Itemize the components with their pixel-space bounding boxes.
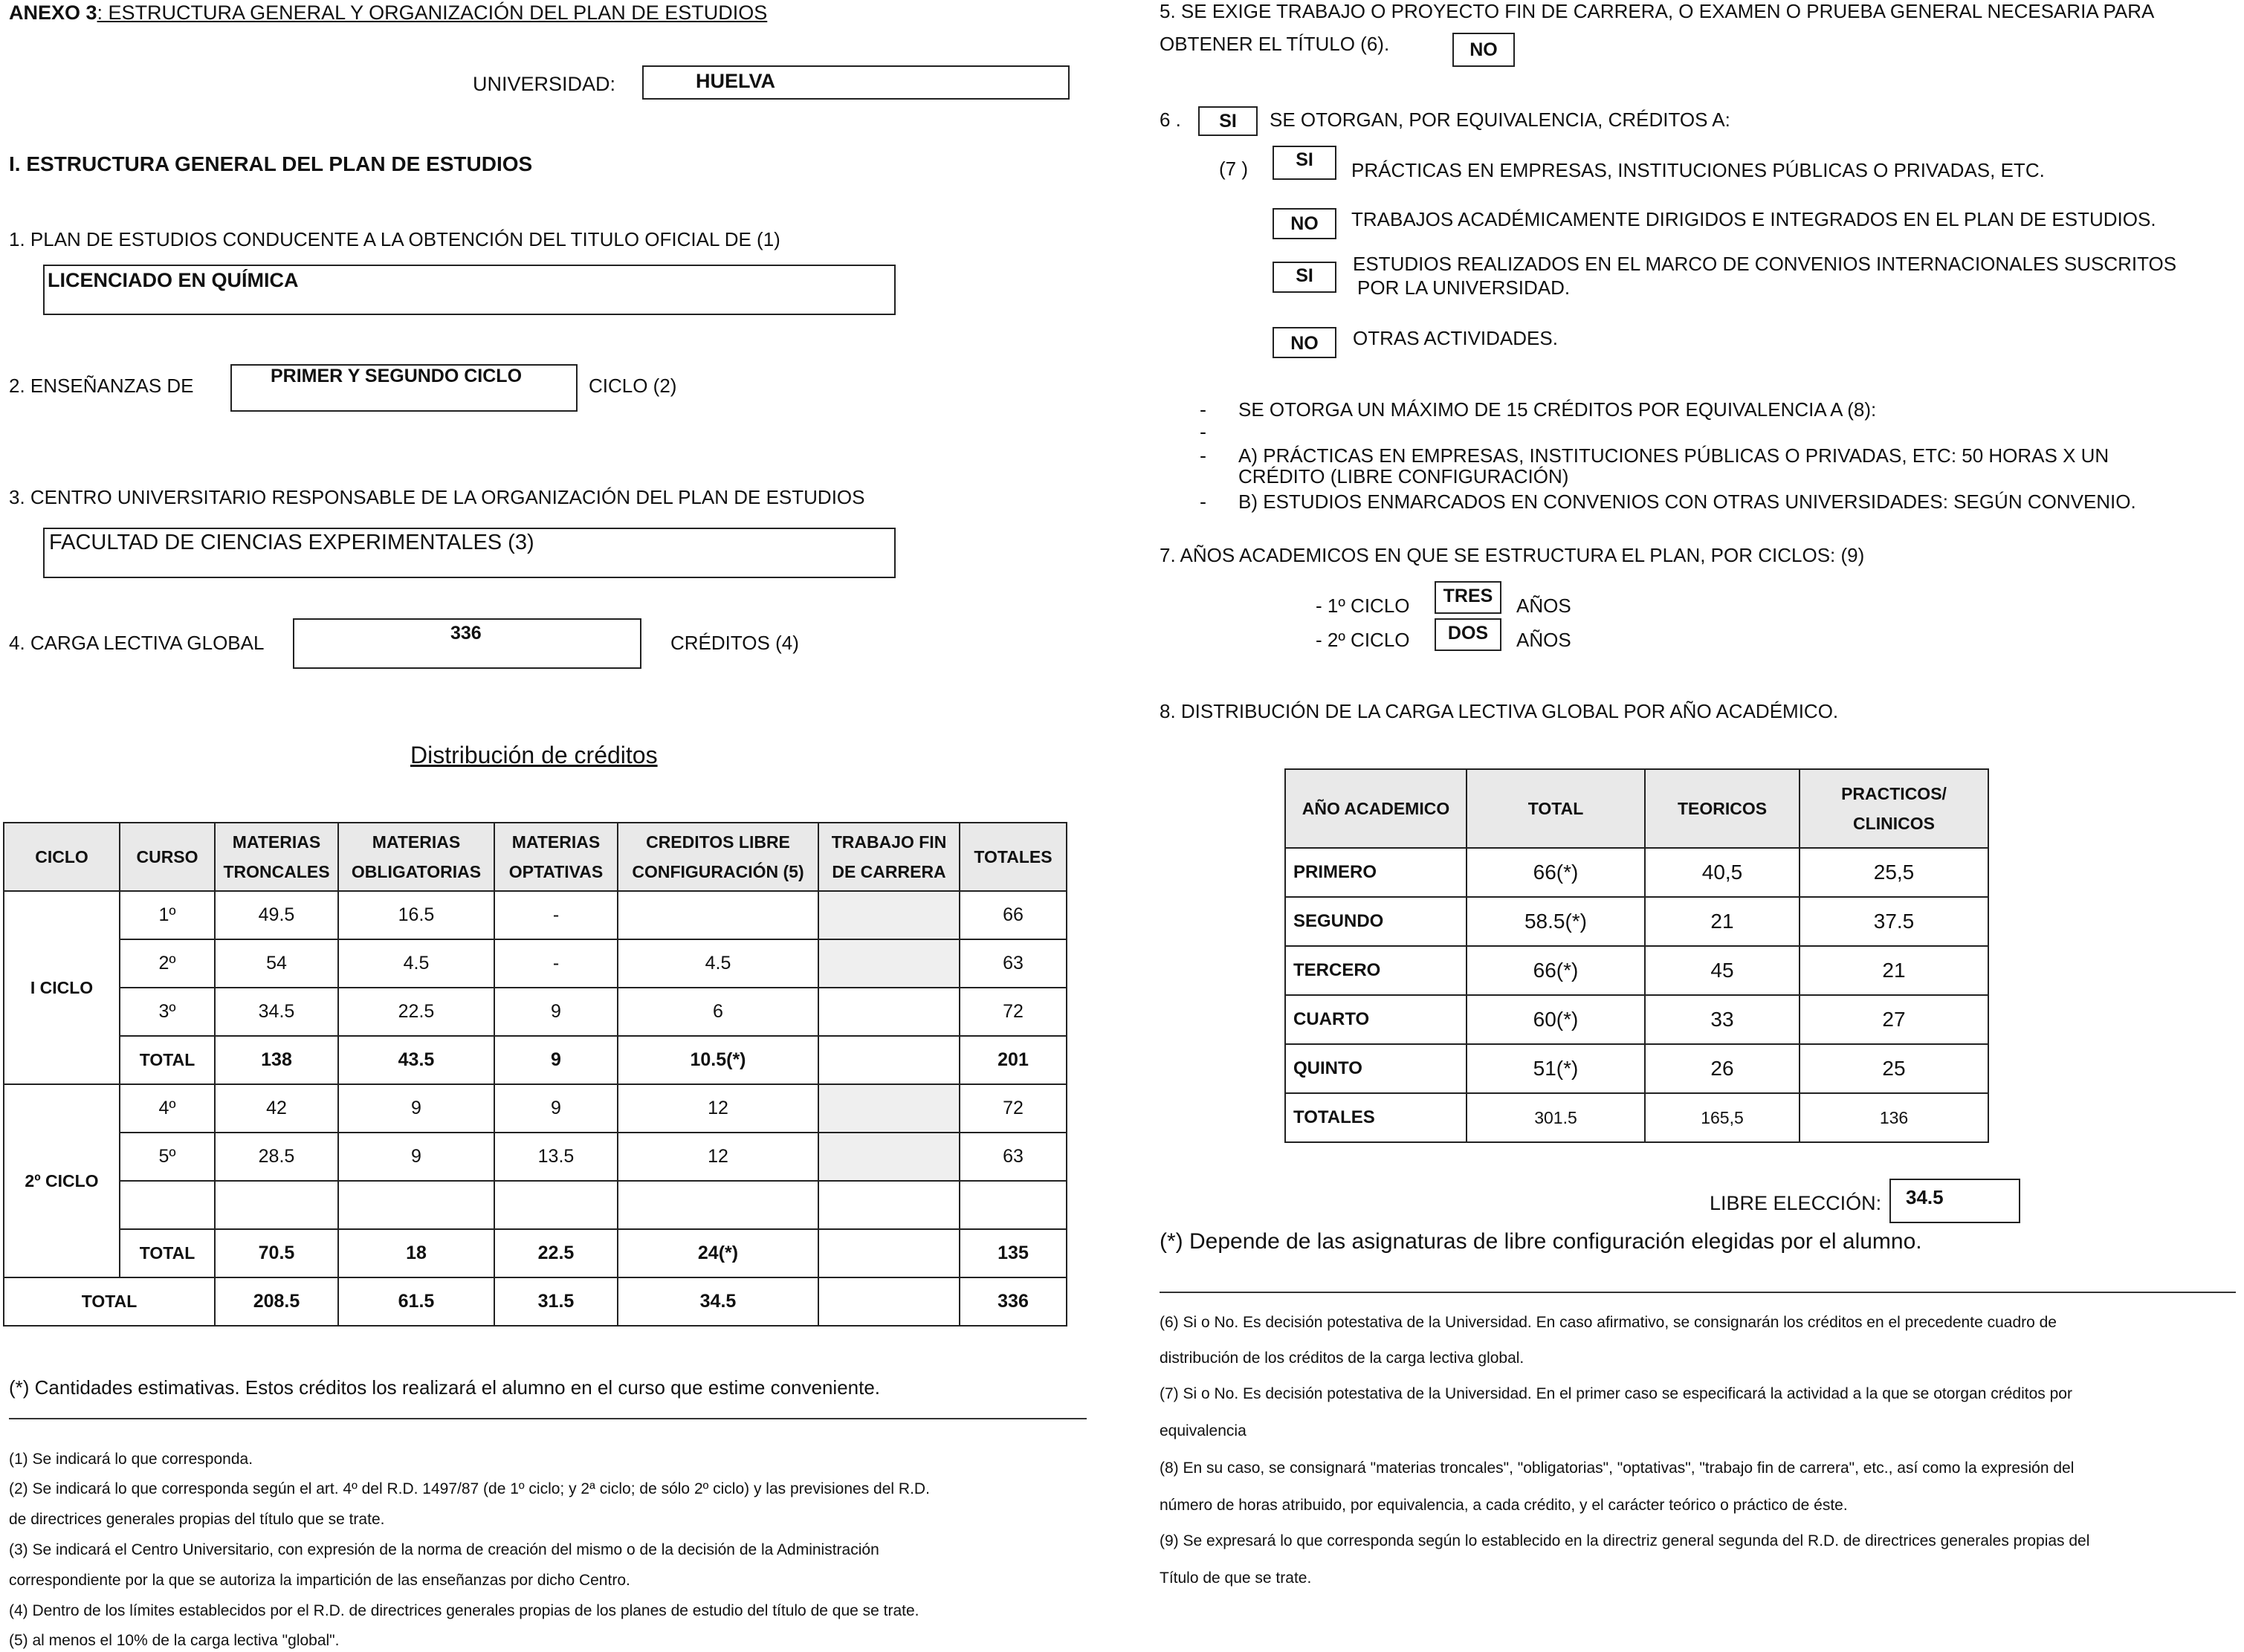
section-title: I. ESTRUCTURA GENERAL DEL PLAN DE ESTUDIOS: [9, 152, 533, 175]
dist-title: Distribución de créditos: [410, 742, 658, 768]
header-troncales-l1: MATERIAS: [232, 832, 321, 852]
item4-value: 336: [450, 623, 482, 644]
cell-trabajo: [818, 939, 960, 988]
opt-otras-value: NO: [1273, 327, 1336, 358]
cell-practicos: 25: [1800, 1044, 1988, 1093]
item2-field: [230, 364, 578, 412]
cell-optativas: 13.5: [494, 1133, 618, 1181]
credits-distribution-table: [3, 822, 1067, 1327]
table-row-empty: [4, 1181, 1067, 1229]
cell-optativas: 31.5: [494, 1277, 618, 1326]
table-row: [1285, 995, 1988, 1044]
cell-optativas: -: [494, 891, 618, 939]
cell-trabajo: [818, 988, 960, 1036]
cell-libre: 6: [618, 988, 818, 1036]
table-row: [4, 1084, 1067, 1133]
cell-practicos: 136: [1800, 1093, 1988, 1142]
item8-label: 8. DISTRIBUCIÓN DE LA CARGA LECTIVA GLOBAL POR AÑO ACADÉMICO.: [1160, 700, 1839, 722]
cell-optativas: -: [494, 939, 618, 988]
libre-eleccion-label: LIBRE ELECCIÓN:: [1710, 1192, 1882, 1214]
estimativas-note: (*) Cantidades estimativas. Estos créditos los realizará el alumno en el curso que estime conveniente.: [9, 1376, 881, 1399]
opt-conv-label2: POR LA UNIVERSIDAD.: [1357, 276, 1571, 299]
cell-troncales: 34.5: [215, 988, 338, 1036]
header-trabajo-l2: DE CARRERA: [832, 862, 946, 881]
cell-anio: CUARTO: [1285, 995, 1467, 1044]
footnote: (4) Dentro de los límites establecidos por el R.D. de directrices generales propias de los planes de estudio del título de que se trate.: [9, 1602, 919, 1619]
cell-obligatorias: 9: [338, 1133, 494, 1181]
cell-libre: 34.5: [618, 1277, 818, 1326]
universidad-field: [642, 65, 1070, 100]
header-libre: [618, 823, 818, 891]
cell-practicos: 37.5: [1800, 897, 1988, 946]
header-totales: TOTALES: [960, 823, 1067, 891]
cell-optativas: 9: [494, 988, 618, 1036]
item2-label: 2. ENSEÑANZAS DE: [9, 375, 194, 397]
item4-field: [293, 618, 641, 669]
cell-practicos: 27: [1800, 995, 1988, 1044]
header-curso: CURSO: [120, 823, 215, 891]
item6-value: SI: [1198, 106, 1258, 136]
cell-obligatorias: 43.5: [338, 1036, 494, 1084]
cell-troncales: 70.5: [215, 1229, 338, 1277]
cell-optativas: 9: [494, 1084, 618, 1133]
cell-practicos: 25,5: [1800, 848, 1988, 897]
item1-value: LICENCIADO EN QUÍMICA: [48, 269, 299, 291]
cell-trabajo: [818, 1181, 960, 1229]
cell-teoricos: 26: [1645, 1044, 1800, 1093]
cell-troncales: [215, 1181, 338, 1229]
cell-curso: TOTAL: [120, 1229, 215, 1277]
cell-libre: 12: [618, 1133, 818, 1181]
item2-suffix: CICLO (2): [589, 375, 677, 397]
libre-eleccion-field: [1889, 1179, 2020, 1223]
cell-libre: 12: [618, 1084, 818, 1133]
cell-totales: 66: [960, 891, 1067, 939]
cell-totales: 63: [960, 1133, 1067, 1181]
footnote: (1) Se indicará lo que corresponda.: [9, 1451, 253, 1468]
cell-totales: 63: [960, 939, 1067, 988]
table-row: [4, 988, 1067, 1036]
header-optativas-l1: MATERIAS: [511, 832, 601, 852]
footnote: número de horas atribuido, por equivalencia, a cada crédito, y el carácter teórico o práctico de éste.: [1160, 1497, 1848, 1514]
year-distribution-table: [1284, 768, 1989, 1143]
cell-trabajo: [818, 1229, 960, 1277]
cell-total: 60(*): [1467, 995, 1645, 1044]
item5-line1: 5. SE EXIGE TRABAJO O PROYECTO FIN DE CARRERA, O EXAMEN O PRUEBA GENERAL NECESARIA PARA: [1160, 0, 2155, 22]
header-trabajo-l1: TRABAJO FIN: [831, 832, 947, 852]
universidad-value: HUELVA: [696, 70, 775, 92]
cell-troncales: 54: [215, 939, 338, 988]
cell-troncales: 28.5: [215, 1133, 338, 1181]
cell-libre: [618, 1181, 818, 1229]
cell-troncales: 138: [215, 1036, 338, 1084]
footnote: (5) al menos el 10% de la carga lectiva "global".: [9, 1632, 340, 1649]
ciclo2-anios: AÑOS: [1516, 629, 1571, 651]
table-row-total: [1285, 1093, 1988, 1142]
cell-troncales: 42: [215, 1084, 338, 1133]
cell-total: 58.5(*): [1467, 897, 1645, 946]
opt-otras-label: OTRAS ACTIVIDADES.: [1353, 327, 1558, 349]
cell-totales: 336: [960, 1277, 1067, 1326]
cell-trabajo: [818, 1133, 960, 1181]
header-practicos-l1: PRACTICOS/: [1841, 784, 1947, 803]
anexo-prefix: ANEXO 3: [9, 1, 97, 24]
cell-teoricos: 33: [1645, 995, 1800, 1044]
header-libre-l1: CREDITOS LIBRE: [646, 832, 790, 852]
grand-total-label: TOTAL: [4, 1277, 215, 1326]
footnote: distribución de los créditos de la carga lectiva global.: [1160, 1350, 1524, 1367]
item3-label: 3. CENTRO UNIVERSITARIO RESPONSABLE DE LA ORGANIZACIÓN DEL PLAN DE ESTUDIOS: [9, 486, 865, 508]
cell-libre: 10.5(*): [618, 1036, 818, 1084]
bullet-dash: -: [1200, 421, 1206, 443]
header-teoricos: TEORICOS: [1645, 769, 1800, 848]
cell-total: 51(*): [1467, 1044, 1645, 1093]
cell-totales: [960, 1181, 1067, 1229]
table-row: [1285, 1044, 1988, 1093]
cell-teoricos: 40,5: [1645, 848, 1800, 897]
table-row: [4, 1133, 1067, 1181]
cell-curso: 4º: [120, 1084, 215, 1133]
header-obligatorias-l1: MATERIAS: [372, 832, 461, 852]
bullet-item-cont: CRÉDITO (LIBRE CONFIGURACIÓN): [1238, 465, 1569, 487]
cell-curso: 5º: [120, 1133, 215, 1181]
ciclo1-anios: AÑOS: [1516, 595, 1571, 617]
ciclo2-years-label: - 2º CICLO: [1316, 629, 1410, 651]
cell-obligatorias: 9: [338, 1084, 494, 1133]
header-trabajo: [818, 823, 960, 891]
footnote: correspondiente por la que se autoriza la impartición de las enseñanzas por dicho Centro.: [9, 1572, 630, 1589]
cell-optativas: 9: [494, 1036, 618, 1084]
header-obligatorias: [338, 823, 494, 891]
cell-total: 301.5: [1467, 1093, 1645, 1142]
header-anio: AÑO ACADEMICO: [1285, 769, 1467, 848]
table-header-row: [4, 823, 1067, 891]
bullet-dash: -: [1200, 444, 1206, 467]
item3-value: FACULTAD DE CIENCIAS EXPERIMENTALES (3): [49, 531, 534, 554]
opt-conv-value: SI: [1273, 262, 1336, 293]
header-optativas-l2: OPTATIVAS: [508, 862, 604, 881]
cell-trabajo: [818, 1036, 960, 1084]
anexo-title: : ESTRUCTURA GENERAL Y ORGANIZACIÓN DEL PLAN DE ESTUDIOS: [97, 1, 768, 24]
depende-note: (*) Depende de las asignaturas de libre configuración elegidas por el alumno.: [1160, 1229, 1922, 1254]
bullet-item: A) PRÁCTICAS EN EMPRESAS, INSTITUCIONES PÚBLICAS O PRIVADAS, ETC: 50 HORAS X UN: [1238, 444, 2109, 467]
bullet-dash: -: [1200, 398, 1206, 421]
bullet-item: SE OTORGA UN MÁXIMO DE 15 CRÉDITOS POR EQUIVALENCIA A (8):: [1238, 398, 1877, 421]
table-row-grand-total: [4, 1277, 1067, 1326]
cell-teoricos: 21: [1645, 897, 1800, 946]
cell-trabajo: [818, 1084, 960, 1133]
item6-ref: (7 ): [1219, 158, 1248, 180]
footnote: (2) Se indicará lo que corresponda según el art. 4º del R.D. 1497/87 (de 1º ciclo; y 2ª ciclo; de sólo 2º ciclo) y las previsiones del R.D.: [9, 1480, 930, 1497]
opt-trab-label: TRABAJOS ACADÉMICAMENTE DIRIGIDOS E INTEGRADOS EN EL PLAN DE ESTUDIOS.: [1351, 208, 2156, 230]
cell-anio: TOTALES: [1285, 1093, 1467, 1142]
opt-trab-value: NO: [1273, 208, 1336, 239]
cell-libre: 24(*): [618, 1229, 818, 1277]
cell-total: 66(*): [1467, 946, 1645, 995]
header-ciclo: CICLO: [4, 823, 120, 891]
anexo-heading: [9, 1, 767, 25]
table-row-subtotal: [4, 1229, 1067, 1277]
ciclo1-years-label: - 1º CICLO: [1316, 595, 1410, 617]
universidad-label: UNIVERSIDAD:: [473, 73, 616, 95]
libre-eleccion-value: 34.5: [1906, 1186, 1944, 1208]
bullet-item: B) ESTUDIOS ENMARCADOS EN CONVENIOS CON OTRAS UNIVERSIDADES: SEGÚN CONVENIO.: [1238, 490, 2136, 513]
item4-label: 4. CARGA LECTIVA GLOBAL: [9, 632, 265, 654]
cell-optativas: [494, 1181, 618, 1229]
ciclo2-label: 2º CICLO: [4, 1084, 120, 1277]
cell-troncales: 49.5: [215, 891, 338, 939]
cell-anio: SEGUNDO: [1285, 897, 1467, 946]
item1-field: [43, 265, 896, 315]
cell-obligatorias: 4.5: [338, 939, 494, 988]
cell-total: 66(*): [1467, 848, 1645, 897]
cell-totales: 135: [960, 1229, 1067, 1277]
header-total: TOTAL: [1467, 769, 1645, 848]
cell-obligatorias: [338, 1181, 494, 1229]
footnote: Título de que se trate.: [1160, 1570, 1312, 1587]
footnote: equivalencia: [1160, 1422, 1247, 1439]
footnote: (8) En su caso, se consignará "materias troncales", "obligatorias", "optativas", "trabajo fin de carrera", etc., así como la expresión del: [1160, 1460, 2075, 1477]
cell-obligatorias: 61.5: [338, 1277, 494, 1326]
cell-libre: [618, 891, 818, 939]
item4-suffix: CRÉDITOS (4): [670, 632, 799, 654]
opt-prac-value: SI: [1273, 146, 1336, 180]
table-row-subtotal: [4, 1036, 1067, 1084]
cell-trabajo: [818, 891, 960, 939]
cell-obligatorias: 22.5: [338, 988, 494, 1036]
header-optativas: [494, 823, 618, 891]
header-troncales-l2: TRONCALES: [223, 862, 330, 881]
cell-obligatorias: 18: [338, 1229, 494, 1277]
cell-curso: 3º: [120, 988, 215, 1036]
item3-field: [43, 528, 896, 578]
cell-teoricos: 165,5: [1645, 1093, 1800, 1142]
table-header-row: [1285, 769, 1988, 848]
header-libre-l2: CONFIGURACIÓN (5): [632, 862, 804, 881]
cell-trabajo: [818, 1277, 960, 1326]
cell-practicos: 21: [1800, 946, 1988, 995]
header-troncales: [215, 823, 338, 891]
table-row: [1285, 848, 1988, 897]
table-row: [1285, 946, 1988, 995]
header-practicos: [1800, 769, 1988, 848]
item6-label: SE OTORGAN, POR EQUIVALENCIA, CRÉDITOS A:: [1270, 108, 1730, 131]
footnote: (7) Si o No. Es decisión potestativa de la Universidad. En el primer caso se especificará la actividad a la que se otorgan créditos por: [1160, 1385, 2072, 1402]
header-obligatorias-l2: OBLIGATORIAS: [351, 862, 482, 881]
cell-optativas: 22.5: [494, 1229, 618, 1277]
cell-anio: QUINTO: [1285, 1044, 1467, 1093]
header-practicos-l2: CLINICOS: [1853, 814, 1935, 833]
footnote-divider-right: [1160, 1292, 2236, 1293]
footnote: (9) Se expresará lo que corresponda según lo establecido en la directriz general segunda del R.D. de directrices generales propias del: [1160, 1532, 2090, 1549]
item2-value: PRIMER Y SEGUNDO CICLO: [271, 366, 523, 386]
ciclo2-years-value: DOS: [1435, 618, 1501, 651]
table-row: [4, 891, 1067, 939]
item5-line2: OBTENER EL TÍTULO (6).: [1160, 33, 1390, 55]
cell-totales: 72: [960, 988, 1067, 1036]
table-row: [1285, 897, 1988, 946]
footnote: (3) Se indicará el Centro Universitario, con expresión de la norma de creación del mismo o de la decisión de la Administración: [9, 1541, 879, 1558]
cell-totales: 201: [960, 1036, 1067, 1084]
footnote: (6) Si o No. Es decisión potestativa de la Universidad. En caso afirmativo, se consignarán los créditos en el precedente cuadro de: [1160, 1314, 2057, 1331]
opt-prac-label: PRÁCTICAS EN EMPRESAS, INSTITUCIONES PÚBLICAS O PRIVADAS, ETC.: [1351, 159, 2045, 181]
table-row: [4, 939, 1067, 988]
cell-libre: 4.5: [618, 939, 818, 988]
item6-prefix: 6 .: [1160, 108, 1181, 131]
bullet-dash: -: [1200, 490, 1206, 513]
item5-value: NO: [1452, 33, 1515, 67]
opt-conv-label: ESTUDIOS REALIZADOS EN EL MARCO DE CONVENIOS INTERNACIONALES SUSCRITOS: [1353, 253, 2177, 275]
cell-totales: 72: [960, 1084, 1067, 1133]
footnote-divider-left: [9, 1418, 1087, 1419]
cell-curso: 2º: [120, 939, 215, 988]
cell-obligatorias: 16.5: [338, 891, 494, 939]
cell-curso: 1º: [120, 891, 215, 939]
item1-label: 1. PLAN DE ESTUDIOS CONDUCENTE A LA OBTENCIÓN DEL TITULO OFICIAL DE (1): [9, 228, 780, 250]
footnote: de directrices generales propias del título que se trate.: [9, 1511, 385, 1528]
cell-anio: TERCERO: [1285, 946, 1467, 995]
cell-troncales: 208.5: [215, 1277, 338, 1326]
ciclo1-label: I CICLO: [4, 891, 120, 1084]
cell-teoricos: 45: [1645, 946, 1800, 995]
ciclo1-years-value: TRES: [1435, 581, 1501, 614]
cell-curso: [120, 1181, 215, 1229]
cell-anio: PRIMERO: [1285, 848, 1467, 897]
item7-label: 7. AÑOS ACADEMICOS EN QUE SE ESTRUCTURA EL PLAN, POR CICLOS: (9): [1160, 544, 1865, 566]
cell-curso: TOTAL: [120, 1036, 215, 1084]
